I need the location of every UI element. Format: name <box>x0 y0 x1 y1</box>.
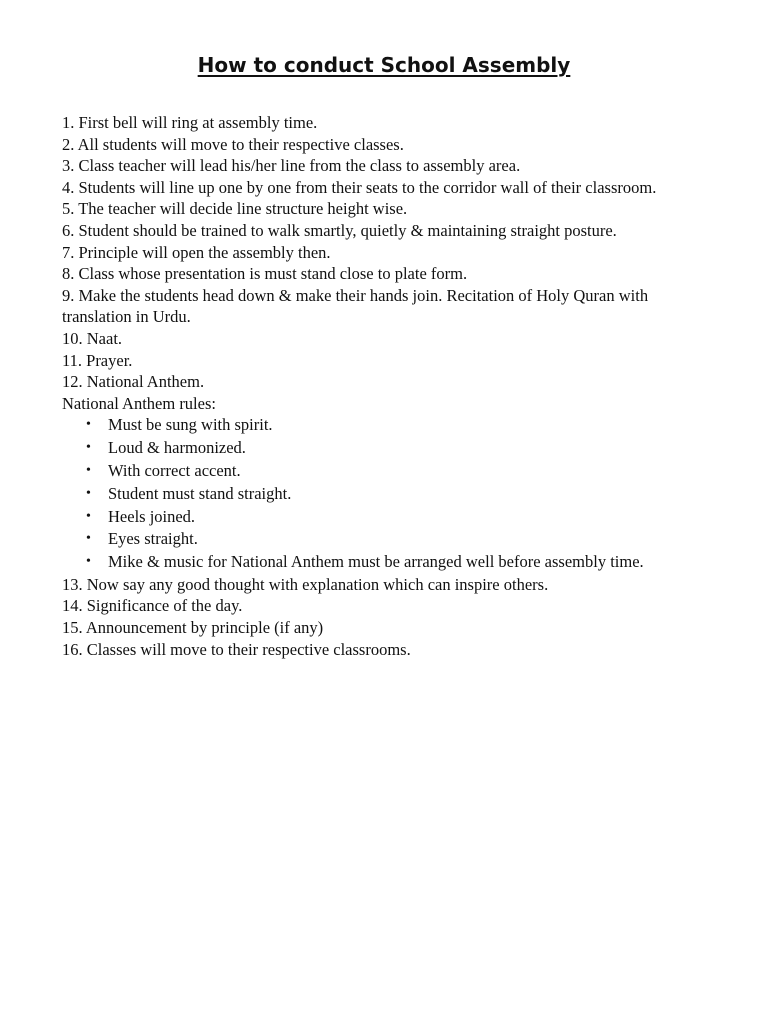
step-5: 5. The teacher will decide line structure height wise. <box>62 199 408 219</box>
anthem-rule-text: Mike & music for National Anthem must be arranged well before assembly time. <box>108 552 644 572</box>
anthem-rules-heading: National Anthem rules: <box>62 393 216 413</box>
step-4: 4. Students will line up one by one from their seats to the corridor wall of their classroom. <box>62 177 657 197</box>
step-11: 11. Prayer. <box>62 350 133 370</box>
step-10: 10. Naat. <box>62 328 123 348</box>
bullet-icon: • <box>86 440 91 456</box>
step-14: 14. Significance of the day. <box>62 596 243 616</box>
list-item <box>62 437 712 460</box>
list-item <box>62 483 712 506</box>
list-item <box>62 551 712 574</box>
step-15: 15. Announcement by principle (if any) <box>62 618 324 638</box>
bullet-icon: • <box>86 485 91 501</box>
step-7: 7. Principle will open the assembly then. <box>62 242 331 262</box>
anthem-rules-list <box>62 414 712 574</box>
list-item <box>62 506 712 529</box>
step-8: 8. Class whose presentation is must stand close to plate form. <box>62 264 468 284</box>
list-item <box>62 528 712 551</box>
step-13: 13. Now say any good thought with explanation which can inspire others. <box>62 574 549 594</box>
document-title <box>0 52 768 78</box>
anthem-rule-text: Loud & harmonized. <box>108 438 246 458</box>
list-item <box>62 460 712 483</box>
bullet-icon: • <box>86 462 91 478</box>
document-body <box>62 112 712 660</box>
step-2: 2. All students will move to their respective classes. <box>62 134 404 154</box>
step-3: 3. Class teacher will lead his/her line from the class to assembly area. <box>62 156 521 176</box>
anthem-rule-text: With correct accent. <box>108 460 241 480</box>
anthem-rule-text: Must be sung with spirit. <box>108 415 273 435</box>
document-title-text: How to conduct School Assembly <box>197 53 571 77</box>
bullet-icon: • <box>86 554 91 570</box>
step-9: 9. Make the students head down & make their hands join. Recitation of Holy Quran with translation in Urdu. <box>62 285 649 327</box>
bullet-icon: • <box>86 417 91 433</box>
anthem-rule-text: Student must stand straight. <box>108 483 292 503</box>
bullet-icon: • <box>86 508 91 524</box>
step-1: 1. First bell will ring at assembly time. <box>62 113 318 132</box>
step-16: 16. Classes will move to their respective classrooms. <box>62 639 411 659</box>
step-6: 6. Student should be trained to walk smartly, quietly & maintaining straight posture. <box>62 220 617 240</box>
bullet-icon: • <box>86 531 91 547</box>
anthem-rule-text: Eyes straight. <box>108 529 198 549</box>
step-12: 12. National Anthem. <box>62 372 205 392</box>
list-item <box>62 414 712 437</box>
anthem-rule-text: Heels joined. <box>108 506 196 526</box>
